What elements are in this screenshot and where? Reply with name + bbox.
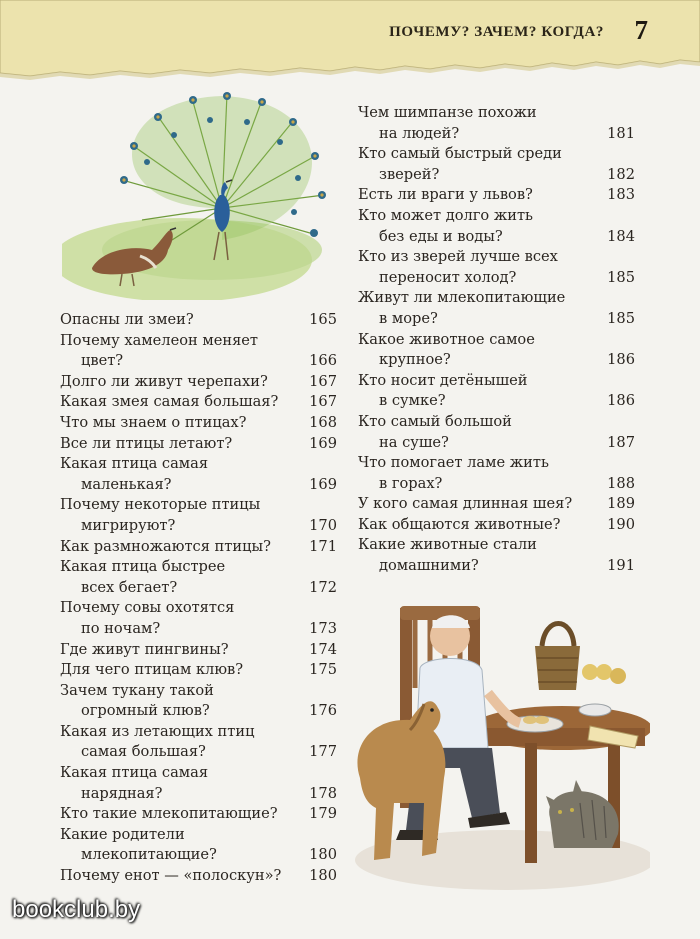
header-band xyxy=(0,0,700,86)
toc-entry-page: 173 xyxy=(309,619,337,637)
peacock-illustration xyxy=(62,90,334,300)
toc-entry xyxy=(60,640,337,661)
toc-entry-title: Почему хамелеон меняет xyxy=(60,331,258,349)
toc-entry xyxy=(60,392,337,413)
toc-entry xyxy=(358,144,635,185)
toc-entry-page: 180 xyxy=(309,846,337,864)
toc-entry xyxy=(60,825,337,866)
toc-entry-page: 171 xyxy=(309,537,337,555)
toc-entry-title-cont: в море? xyxy=(379,309,438,327)
toc-entry-title: Долго ли живут черепахи? xyxy=(60,372,268,390)
toc-entry-title-cont: по ночам? xyxy=(81,619,161,637)
toc-entry xyxy=(60,866,337,887)
toc-entry-title: Какая птица самая xyxy=(60,455,209,473)
toc-entry-title-cont: мигрируют? xyxy=(81,516,176,534)
toc-entry-page: 184 xyxy=(607,227,635,245)
toc-entry xyxy=(358,494,635,515)
toc-entry-title-cont: маленькая? xyxy=(81,475,172,493)
toc-entry-title: Как размножаются птицы? xyxy=(60,537,271,555)
toc-entry-title-cont: зверей? xyxy=(379,165,440,183)
toc-entry-title-cont: в сумке? xyxy=(379,392,446,410)
toc-entry xyxy=(358,535,635,576)
toc-entry xyxy=(60,722,337,763)
toc-entry-title-cont: на людей? xyxy=(379,124,460,142)
toc-entry-page: 169 xyxy=(309,475,337,493)
toc-entry xyxy=(60,413,337,434)
toc-entry xyxy=(358,247,635,288)
toc-entry-page: 179 xyxy=(309,805,337,823)
toc-entry xyxy=(60,804,337,825)
toc-entry-page: 175 xyxy=(309,661,337,679)
toc-entry xyxy=(60,557,337,598)
toc-entry xyxy=(358,185,635,206)
toc-entry-title: Почему некоторые птицы xyxy=(60,496,261,514)
toc-entry-page: 177 xyxy=(309,743,337,761)
toc-entry-title-cont: нарядная? xyxy=(81,784,163,802)
toc-entry-title-cont: цвет? xyxy=(81,352,124,370)
toc-entry-page: 176 xyxy=(309,702,337,720)
toc-entry-title-cont: в горах? xyxy=(379,474,443,492)
toc-entry-title-cont: без еды и воды? xyxy=(379,227,503,245)
toc-entry-title: Кто из зверей лучше всех xyxy=(358,248,558,266)
toc-entry-title-cont: огромный клюв? xyxy=(81,702,210,720)
toc-entry-page: 181 xyxy=(607,124,635,142)
toc-entry xyxy=(60,660,337,681)
toc-entry xyxy=(358,515,635,536)
toc-entry-page: 189 xyxy=(607,495,635,513)
toc-entry-title-cont: переносит холод? xyxy=(379,268,517,286)
toc-entry-title: Где живут пингвины? xyxy=(60,640,229,658)
toc-entry-page: 187 xyxy=(607,433,635,451)
toc-entry-title-cont: всех бегает? xyxy=(81,578,178,596)
toc-entry-title: Какое животное самое xyxy=(358,330,535,348)
toc-entry-page: 178 xyxy=(309,784,337,802)
toc-entry-title-cont: домашними? xyxy=(379,557,479,575)
toc-entry-page: 166 xyxy=(309,352,337,370)
toc-entry xyxy=(60,454,337,495)
toc-entry xyxy=(60,598,337,639)
old-man-dog-cat-illustration xyxy=(340,598,650,898)
toc-entry-title: Какая из летающих птиц xyxy=(60,722,255,740)
watermark-bookclub: bookclub.by xyxy=(12,896,141,923)
toc-entry xyxy=(358,330,635,371)
toc-entry-title: Как общаются животные? xyxy=(358,515,561,533)
toc-entry-title: Зачем тукану такой xyxy=(60,681,214,699)
toc-entry-title: Какие животные стали xyxy=(358,536,537,554)
toc-entry xyxy=(358,288,635,329)
toc-entry-title: Какая птица быстрее xyxy=(60,558,226,576)
toc-entry xyxy=(60,763,337,804)
toc-entry-title: Какие родители xyxy=(60,825,185,843)
toc-entry-title: Что помогает ламе жить xyxy=(358,454,549,472)
toc-entry-page: 191 xyxy=(607,557,635,575)
toc-entry-title: У кого самая длинная шея? xyxy=(358,495,573,513)
toc-entry-page: 168 xyxy=(309,413,337,431)
page-number: 7 xyxy=(634,15,648,45)
toc-entry-title: Кто может долго жить xyxy=(358,206,533,224)
toc-entry-title-cont: на суше? xyxy=(379,433,449,451)
toc-entry-page: 190 xyxy=(607,515,635,533)
toc-entry-title: Какая птица самая xyxy=(60,764,209,782)
toc-entry xyxy=(60,434,337,455)
toc-entry-title: Кто самый быстрый среди xyxy=(358,145,562,163)
toc-entry-title-cont: крупное? xyxy=(379,351,451,369)
toc-entry xyxy=(358,206,635,247)
toc-entry-title: Кто самый большой xyxy=(358,412,512,430)
toc-entry-page: 170 xyxy=(309,516,337,534)
toc-entry-page: 174 xyxy=(309,640,337,658)
toc-entry xyxy=(60,537,337,558)
toc-entry-title: Кто такие млекопитающие? xyxy=(60,805,278,823)
toc-entry xyxy=(358,453,635,494)
toc-entry-page: 169 xyxy=(309,434,337,452)
toc-entry-page: 180 xyxy=(309,867,337,885)
toc-entry-page: 167 xyxy=(309,393,337,411)
toc-entry-title: Опасны ли змеи? xyxy=(60,311,194,328)
toc-entry-title-cont: млекопитающие? xyxy=(81,846,217,864)
toc-entry xyxy=(358,371,635,412)
toc-entry xyxy=(358,103,635,144)
toc-entry-title: Есть ли враги у львов? xyxy=(358,186,533,204)
toc-entry-page: 182 xyxy=(607,165,635,183)
toc-entry-title: Для чего птицам клюв? xyxy=(60,661,244,679)
toc-entry-page: 165 xyxy=(309,311,337,328)
toc-right-column xyxy=(358,103,635,577)
toc-entry-title: Кто носит детёнышей xyxy=(358,371,528,389)
toc-entry xyxy=(60,681,337,722)
toc-left-column xyxy=(60,310,337,887)
running-header: ПОЧЕМУ? ЗАЧЕМ? КОГДА? xyxy=(389,24,604,40)
toc-entry xyxy=(60,372,337,393)
toc-entry xyxy=(60,310,337,331)
toc-entry-title: Что мы знаем о птицах? xyxy=(60,413,247,431)
toc-entry-title: Какая змея самая большая? xyxy=(60,393,279,411)
toc-entry-title-cont: самая большая? xyxy=(81,743,206,761)
toc-entry-page: 172 xyxy=(309,578,337,596)
toc-entry-page: 186 xyxy=(607,351,635,369)
toc-entry xyxy=(60,331,337,372)
toc-entry-title: Все ли птицы летают? xyxy=(60,434,233,452)
toc-entry-page: 183 xyxy=(607,186,635,204)
toc-entry-page: 167 xyxy=(309,372,337,390)
toc-entry xyxy=(358,412,635,453)
toc-entry-page: 186 xyxy=(607,392,635,410)
toc-entry-title: Почему совы охотятся xyxy=(60,599,235,617)
toc-entry-page: 185 xyxy=(607,268,635,286)
toc-entry-title: Живут ли млекопитающие xyxy=(358,289,566,307)
toc-entry-page: 188 xyxy=(607,474,635,492)
toc-entry-title: Почему енот — «полоскун»? xyxy=(60,867,282,885)
toc-entry-title: Чем шимпанзе похожи xyxy=(358,104,537,121)
toc-entry-page: 185 xyxy=(607,309,635,327)
toc-entry xyxy=(60,495,337,536)
